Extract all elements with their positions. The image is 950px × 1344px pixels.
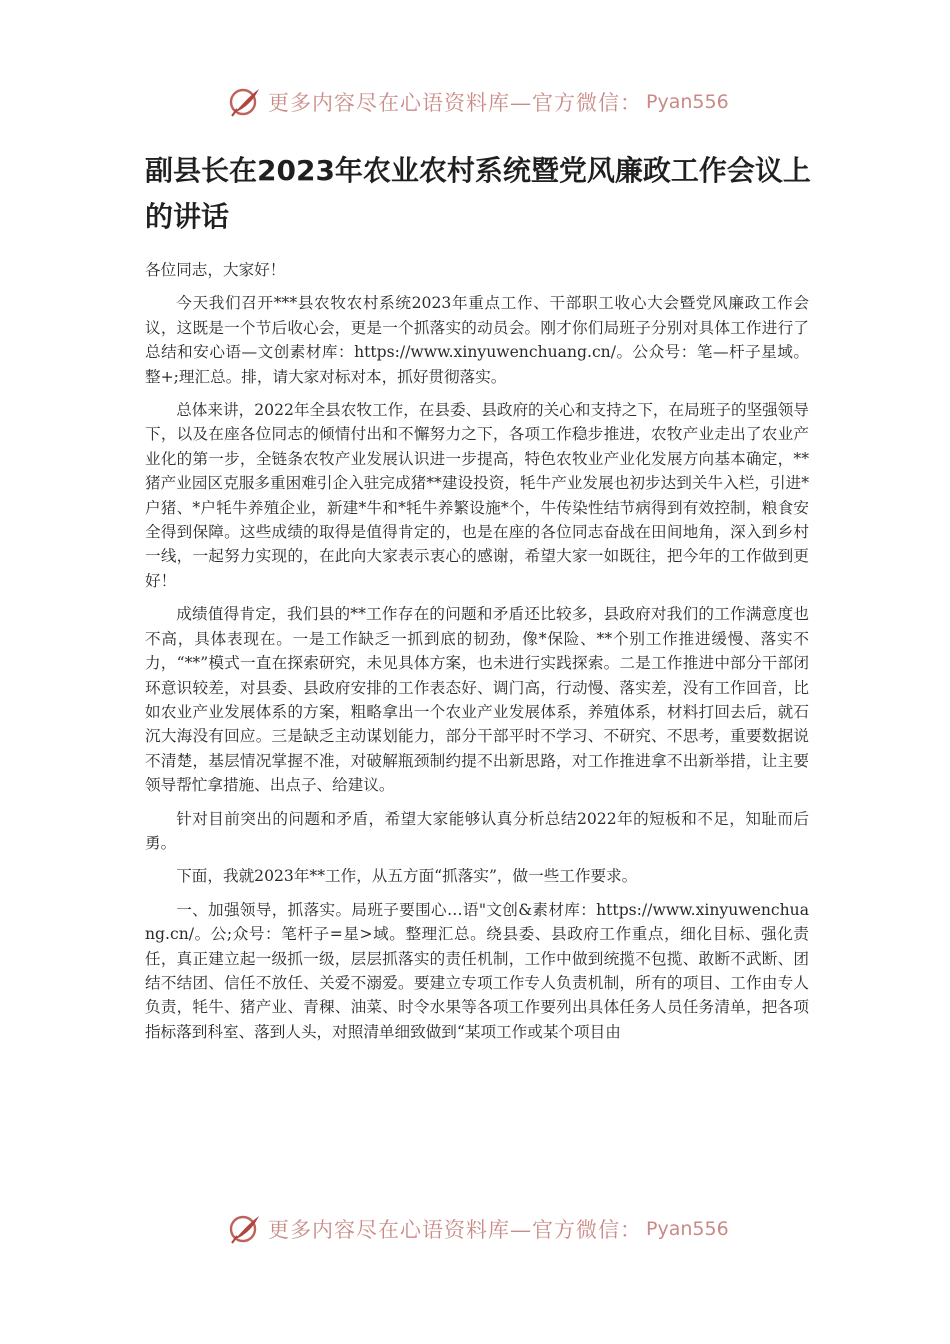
banner-text: 更多内容尽在心语资料库—官方微信： bbox=[268, 91, 642, 115]
document-body bbox=[145, 258, 809, 1053]
paragraph: 总体来讲，2022年全县农牧工作，在县委、县政府的关心和支持之下，在局班子的坚强领导下，以及在座各位同志的倾情付出和不懈努力之下，各项工作稳步推进，农牧产业走出了农业产业化的第一步，全链条农牧产业发展认识进一步提高，特色农牧业产业化发展方向基本确定，**猪产业园区克服多重困难引企入驻完成猪**建设投资，牦牛产业发展也初步达到关牛入栏，引进*户猪、*户牦牛养殖企业，新建*牛和*牦牛养繁设施*个，牛传染性结节病得到有效控制，粮食安全得到保障。这些成绩的取得是值得肯定的，也是在座的各位同志奋战在田间地角，深入到乡村一线，一起努力实现的，在此向大家表示衷心的感谢，希望大家一如既往，把今年的工作做到更好！ bbox=[145, 401, 809, 590]
quill-logo-icon bbox=[228, 85, 262, 119]
quill-logo-icon bbox=[228, 1212, 262, 1246]
paragraph: 今天我们召开***县农牧农村系统2023年重点工作、干部职工收心大会暨党风廉政工作会议，这既是一个节后收心会，更是一个抓落实的动员会。刚才你们局班子分别对具体工作进行了总结和安心语—文创素材库：https://www.xinyuwenchuang.cn/。公众号：笔—杆子星域。整+;理汇总。排，请大家对标对本，抓好贯彻落实。 bbox=[145, 294, 809, 386]
document-title: 副县长在2023年农业农村系统暨党风廉政工作会议上的讲话 bbox=[145, 154, 811, 233]
paragraph: 针对目前突出的问题和矛盾，希望大家能够认真分析总结2022年的短板和不足，知耻而后勇。 bbox=[145, 809, 809, 852]
banner-wechat-id: Pyan556 bbox=[646, 1218, 729, 1240]
paragraph: 下面，我就2023年**工作，从五方面“抓落实”，做一些工作要求。 bbox=[176, 867, 638, 886]
header-watermark-banner bbox=[228, 82, 748, 122]
banner-wechat-id: Pyan556 bbox=[646, 91, 729, 113]
greeting: 各位同志，大家好！ bbox=[145, 261, 286, 279]
banner-text: 更多内容尽在心语资料库—官方微信： bbox=[268, 1218, 642, 1242]
paragraph: 一、加强领导，抓落实。局班子要围心…语"文创&素材库：https://www.xinyuwenchuang.cn/。公;众号：笔杆子=星>域。整理汇总。绕县委、县政府工作重点，细化目标、强化责任，真正建立起一级抓一级，层层抓落实的责任机制，工作中做到统揽不包揽、敢断不武断、团结不结团、信任不放任、关爱不溺爱。要建立专项工作专人负责机制，所有的项目、工作由专人负责，牦牛、猪产业、青稞、油菜、时令水果等各项工作要列出具体任务人员任务清单，把各项指标落到科室、落到人头，对照清单细致做到“某项工作或某个项目由 bbox=[145, 900, 809, 1041]
paragraph: 成绩值得肯定，我们县的**工作存在的问题和矛盾还比较多，县政府对我们的工作满意度也不高，具体表现在。一是工作缺乏一抓到底的韧劲，像*保险、**个别工作推进缓慢、落实不力，“**”模式一直在探索研究，未见具体方案，也未进行实践探索。二是工作推进中部分干部闭环意识较差，对县委、县政府安排的工作表态好、调门高，行动慢、落实差，没有工作回音，比如农业产业发展体系的方案，粗略拿出一个农业产业发展体系，养殖体系，材料打回去后，就石沉大海没有回应。三是缺乏主动谋划能力，部分干部平时不学习、不研究、不思考，重要数据说不清楚，基层情况掌握不准，对破解瓶颈制约提不出新思路，对工作推进拿不出新举措，让主要领导帮忙拿措施、出点子、给建议。 bbox=[145, 605, 809, 795]
footer-watermark-banner bbox=[228, 1209, 748, 1249]
